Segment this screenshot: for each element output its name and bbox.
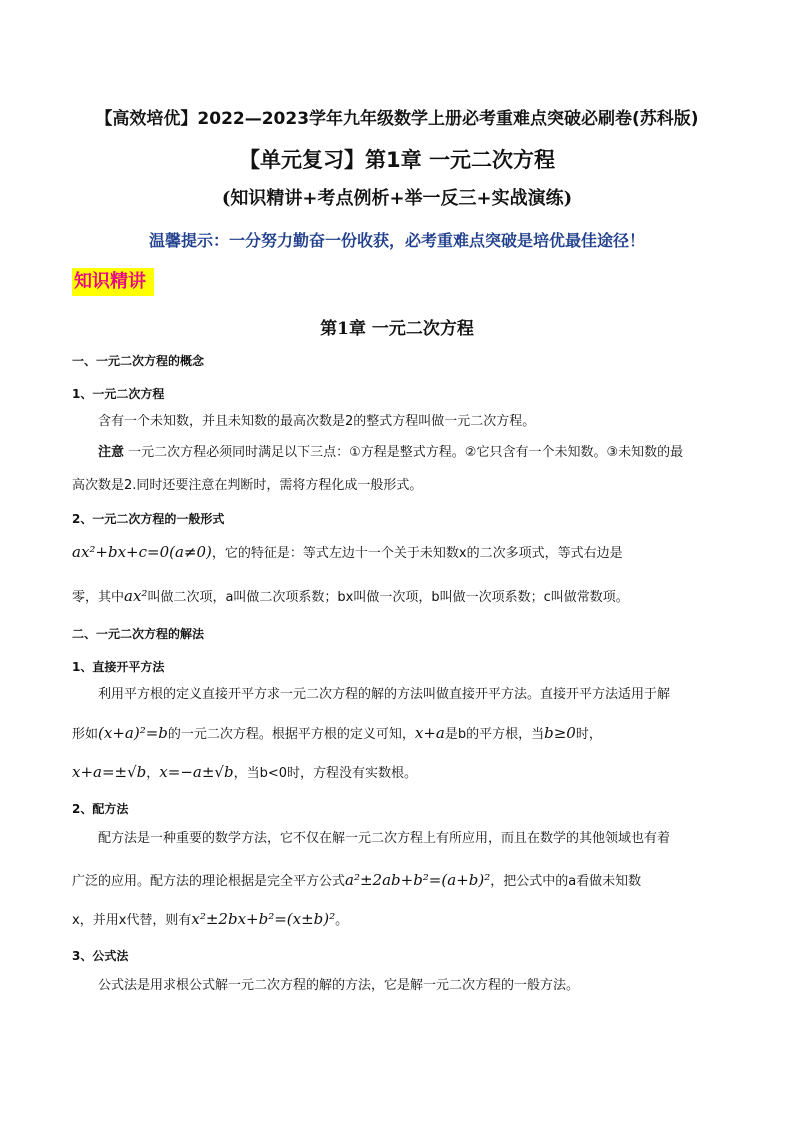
paragraph-terms [72,587,722,607]
formula-square-form: (x+a)²=b [98,724,168,742]
section-tag-knowledge: 知识精讲 [72,268,154,296]
subsection-heading-general-form: 2、一元二次方程的一般形式 [72,512,225,526]
formula-x-solution: x=−a±√b [159,763,234,781]
paragraph-general-form [72,543,722,563]
subsection-heading-equation: 1、一元二次方程 [72,387,165,401]
paragraph-completing-3 [72,910,722,930]
subsection-heading-square-root: 1、直接开平方法 [72,660,165,674]
paragraph-square-root-1: 利用平方根的定义直接开平方求一元二次方程的解的方法叫做直接开平方法。直接开平方法适用于解 [98,687,671,702]
formula-quadratic-term: ax² [124,587,148,605]
formula-perfect-square: a²±2ab+b²=(a+b)² [345,871,491,889]
tip-banner: 温馨提示：一分努力勤奋一份收获，必考重难点突破是培优最佳途径！ [148,231,645,250]
paragraph-completing-2 [72,871,722,891]
terms-text-post: 叫做二次项，a叫做二次项系数；bx叫做一次项，b叫做一次项系数；c叫做常数项。 [147,590,629,605]
unit-subtitle: (知识精讲+考点例析+举一反三+实战演练) [221,188,573,209]
sqrt-text-end: ，当b<0时，方程没有实数根。 [233,766,417,781]
paragraph-square-root-3 [72,763,722,783]
formula-x-plus-a: x+a [414,724,445,742]
completing-text-pre: 广泛的应用。配方法的理论根据是完全平方公式 [72,874,346,889]
general-form-text: ，它的特征是：等式左边十一个关于未知数x的二次多项式，等式右边是 [211,546,623,561]
paragraph-note-continued: 高次数是2.同时还要注意在判断时，需将方程化成一般形式。 [72,478,423,493]
sqrt-separator: ， [146,766,160,781]
sqrt-text-mid2: 是b的平方根，当 [444,727,545,742]
paragraph-definition: 含有一个未知数，并且未知数的最高次数是2的整式方程叫做一元二次方程。 [98,414,536,429]
formula-b-nonneg: b≥0 [544,724,576,742]
section-heading-methods: 二、一元二次方程的解法 [72,627,205,641]
chapter-heading: 第1章 一元二次方程 [320,319,474,339]
note-label: 注意 [98,445,125,460]
paragraph-square-root-2 [72,724,722,744]
unit-title: 【单元复习】第1章 一元二次方程 [239,148,555,172]
sqrt-text-pre: 形如 [72,727,99,742]
paragraph-note [72,444,722,462]
completing-text3-post: 。 [335,913,349,928]
paragraph-completing-1: 配方法是一种重要的数学方法，它不仅在解一元二次方程上有所应用，而且在数学的其他领域也有着 [98,831,671,846]
terms-text-pre: 零，其中 [72,590,125,605]
document-header-title: 【高效培优】2022—2023学年九年级数学上册必考重难点突破必刷卷(苏科版) [95,109,699,129]
sqrt-text-post: 时， [575,727,602,742]
section-heading-concept: 一、一元二次方程的概念 [72,354,205,368]
formula-x-plus-a-root: x+a=±√b [72,763,147,781]
note-text: 一元二次方程必须同时满足以下三点：①方程是整式方程。②它只含有一个未知数。③未知数的最 [124,445,684,460]
completing-text-post: ，把公式中的a看做未知数 [490,874,642,889]
paragraph-formula-method: 公式法是用求根公式解一元二次方程的解的方法，它是解一元二次方程的一般方法。 [98,978,580,993]
formula-general-form: ax²+bx+c=0(a≠0) [72,543,212,561]
sqrt-text-mid: 的一元二次方程。根据平方根的定义可知， [167,727,415,742]
subsection-heading-formula: 3、公式法 [72,949,129,963]
completing-text3-pre: x，并用x代替，则有 [72,913,192,928]
formula-x-perfect-square: x²±2bx+b²=(x±b)² [191,910,336,928]
subsection-heading-completing-square: 2、配方法 [72,802,129,816]
